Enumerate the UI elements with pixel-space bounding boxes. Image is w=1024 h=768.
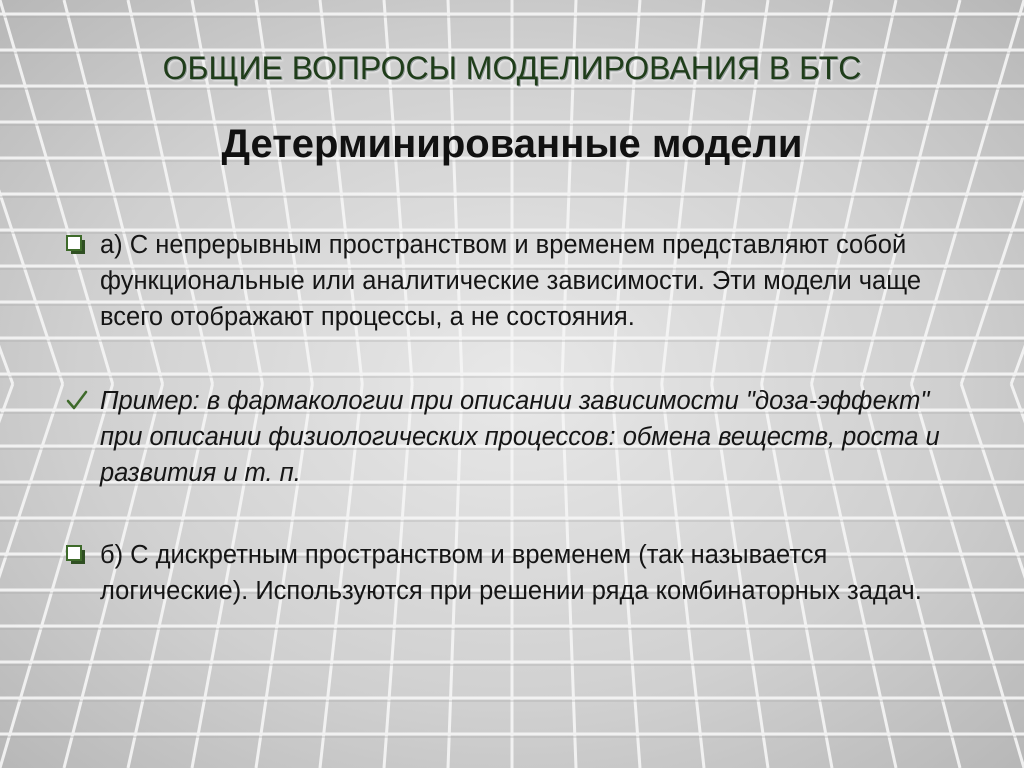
- bullet-text: а) С непрерывным пространством и временем представляют собой функциональные или аналитические зависимости. Эти модели чаще всего отображают процессы, а не состояния.: [100, 231, 922, 331]
- bullet-item-example: [62, 383, 942, 491]
- checkmark-icon: [62, 387, 92, 417]
- slide-subtitle: Детерминированные модели: [221, 122, 803, 166]
- bullet-item-a: [62, 227, 942, 335]
- checkbox-square-icon: [62, 541, 92, 571]
- bullet-item-b: [62, 537, 942, 609]
- slide-title: ОБЩИЕ ВОПРОСЫ МОДЕЛИРОВАНИЯ В БТС: [162, 50, 862, 86]
- checkbox-square-icon: [62, 231, 92, 261]
- bullet-text: б) С дискретным пространством и временем (так называется логические). Используются при решении ряда комбинаторных задач.: [100, 541, 922, 605]
- bullet-text: Пример: в фармакологии при описании зависимости "доза-эффект" при описании физиологических процессов: обмена веществ, роста и развития и т. п.: [100, 387, 940, 487]
